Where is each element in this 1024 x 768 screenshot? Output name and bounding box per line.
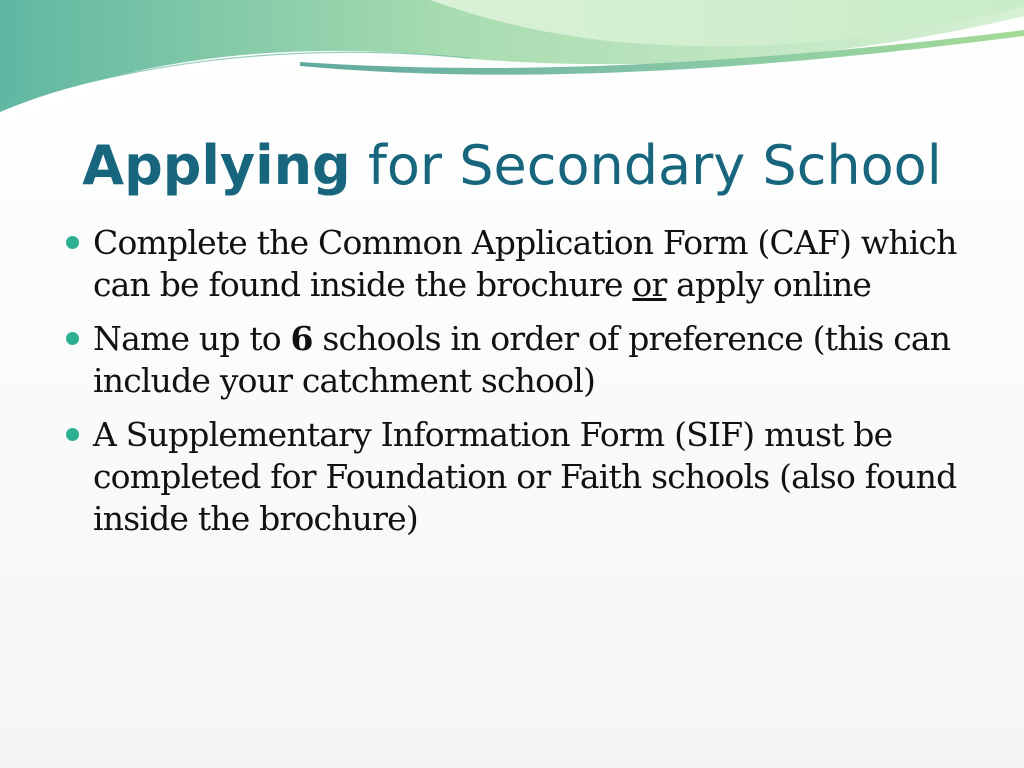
title-bold-word: Applying (82, 134, 351, 197)
decorative-wave-header (0, 0, 1024, 130)
bullet-item (64, 414, 964, 540)
slide-title (0, 128, 1024, 204)
bullet-text-part: Name up to (93, 319, 291, 358)
underlined-word: or (632, 265, 667, 304)
bullet-text (93, 222, 964, 306)
bullet-text-part: apply online (666, 265, 872, 304)
bold-number: 6 (290, 319, 313, 358)
bullet-text (93, 318, 964, 402)
bullet-dot-icon (66, 236, 79, 249)
bullet-item (64, 222, 964, 306)
bullet-dot-icon (66, 332, 79, 345)
title-rest: for Secondary School (350, 134, 942, 197)
bullet-item (64, 318, 964, 402)
bullet-text: A Supplementary Information Form (SIF) must be completed for Foundation or Faith schools (also found inside the brochure) (93, 415, 957, 538)
bullet-dot-icon (66, 428, 79, 441)
bullet-text-part: Complete the Common Application Form (CAF) which can be found inside the brochure (93, 223, 957, 304)
bullet-text-part: schools in order of preference (this can include your catchment school) (93, 319, 951, 400)
bullet-list (64, 222, 964, 552)
